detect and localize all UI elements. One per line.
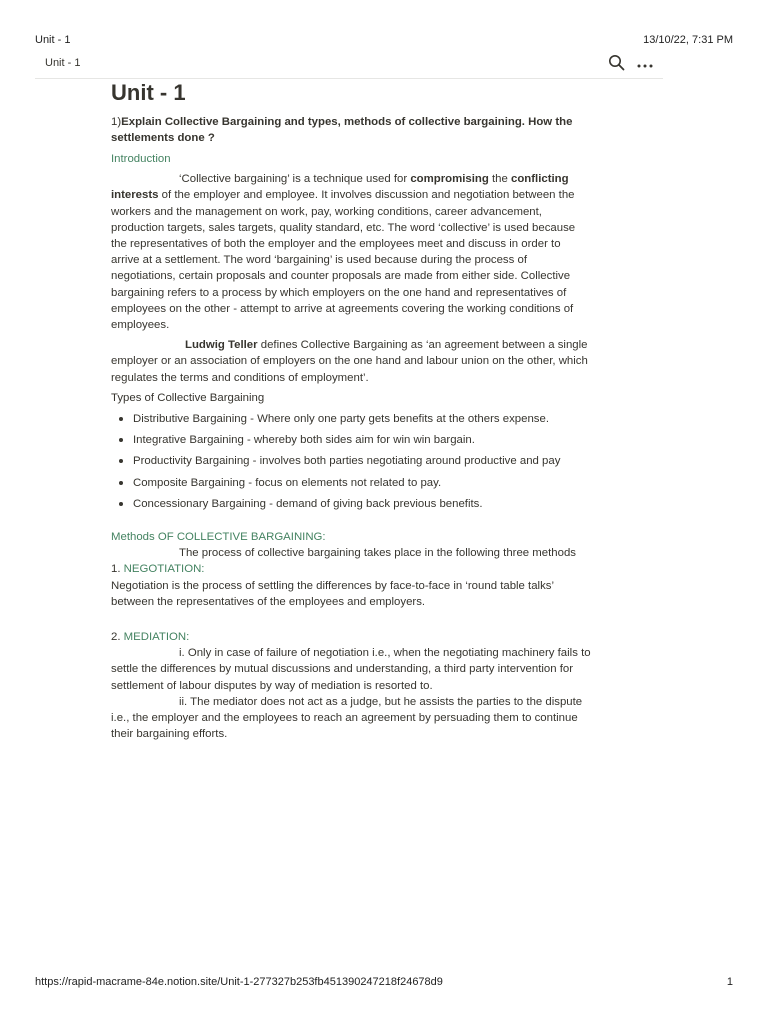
notion-topbar (35, 50, 663, 79)
negotiation-title: NEGOTIATION: (123, 563, 205, 576)
breadcrumb[interactable]: Unit - 1 (45, 57, 81, 69)
intro-paragraph (111, 171, 591, 333)
intro-bold-conflicting: conflicting interests (111, 173, 569, 202)
intro-text-1: ‘Collective bargaining’ is a technique used for (179, 173, 411, 186)
mediation-heading (111, 629, 591, 645)
page-title: Unit - 1 (111, 80, 186, 105)
methods-heading: Methods OF COLLECTIVE BARGAINING: (111, 531, 326, 544)
list-item: Distributive Bargaining - Where only one party gets benefits at the others expense. (133, 411, 591, 427)
intro-text-2: the (488, 173, 511, 186)
list-item: Concessionary Bargaining - demand of giving back previous benefits. (133, 496, 591, 512)
intro-text-3: of the employer and employee. It involves discussion and negotiation between the workers and the management on work, pay, working conditions, career advancement, production targets, sales targets, quality standard, etc. The word ‘collective’ is used because the representatives of both the employer and the employees meet and discuss in order to arrive at a settlement. The word ‘bargaining’ is used because during the process of negotiations, certain proposals and counter proposals are made from either side. Collective bargaining refers to a process by which employers on the one hand and representatives of employees on the other - attempt to arrive at agreements covering the working conditions of employees. (111, 189, 576, 332)
more-horizontal-icon[interactable] (637, 56, 653, 74)
footer-url: https://rapid-macrame-84e.notion.site/Unit-1-277327b253fb451390247218f24678d9 (35, 976, 443, 988)
mediation-point-i: i. Only in case of failure of negotiation i.e., when the negotiating machinery fails to settle the differences by mutual discussions and understanding, a third party intervention for settlement of labour disputes by way of mediation is resorted to. (111, 647, 591, 692)
negotiation-text: Negotiation is the process of settling the differences by face-to-face in ‘round table talks’ between the representatives of the employees and employers. (111, 579, 554, 608)
question-number: 1) (111, 116, 122, 128)
types-list (111, 411, 591, 512)
question (111, 114, 591, 146)
mediation-point-ii: ii. The mediator does not act as a judge, but he assists the parties to the dispute i.e., the employer and the employees to reach an agreement by persuading them to continue their bargaining efforts. (111, 695, 583, 741)
page-content (111, 80, 591, 743)
question-text: Explain Collective Bargaining and types, methods of collective bargaining. How the settlements done ? (111, 116, 573, 144)
methods-intro: The process of collective bargaining takes place in the following three methods (179, 547, 576, 560)
types-heading: Types of Collective Bargaining (111, 391, 265, 404)
definition-paragraph (111, 337, 591, 386)
introduction-heading: Introduction (111, 153, 171, 165)
mediation-title: MEDIATION: (123, 631, 190, 644)
negotiation-number: 1. (111, 563, 124, 576)
intro-bold-compromising: compromising (410, 173, 489, 186)
topbar-actions (600, 54, 653, 74)
list-item: Integrative Bargaining - whereby both sides aim for win win bargain. (133, 432, 591, 448)
page-number: 1 (726, 976, 733, 988)
print-header-title: Unit - 1 (35, 34, 71, 46)
mediation-number: 2. (111, 631, 124, 644)
negotiation-heading (111, 561, 591, 577)
print-footer (35, 976, 733, 990)
list-item: Composite Bargaining - focus on elements not related to pay. (133, 475, 591, 491)
definition-text: defines Collective Bargaining as ‘an agreement between a single employer or an association of employers on the one hand and labour union on the other, which regulates the terms and conditions of employment’. (111, 339, 588, 384)
print-header-datetime: 13/10/22, 7:31 PM (643, 34, 733, 46)
list-item: Productivity Bargaining - involves both parties negotiating around productive and pay (133, 453, 591, 469)
search-icon[interactable] (608, 54, 625, 76)
print-header (35, 34, 733, 48)
definition-author: Ludwig Teller (185, 339, 258, 352)
